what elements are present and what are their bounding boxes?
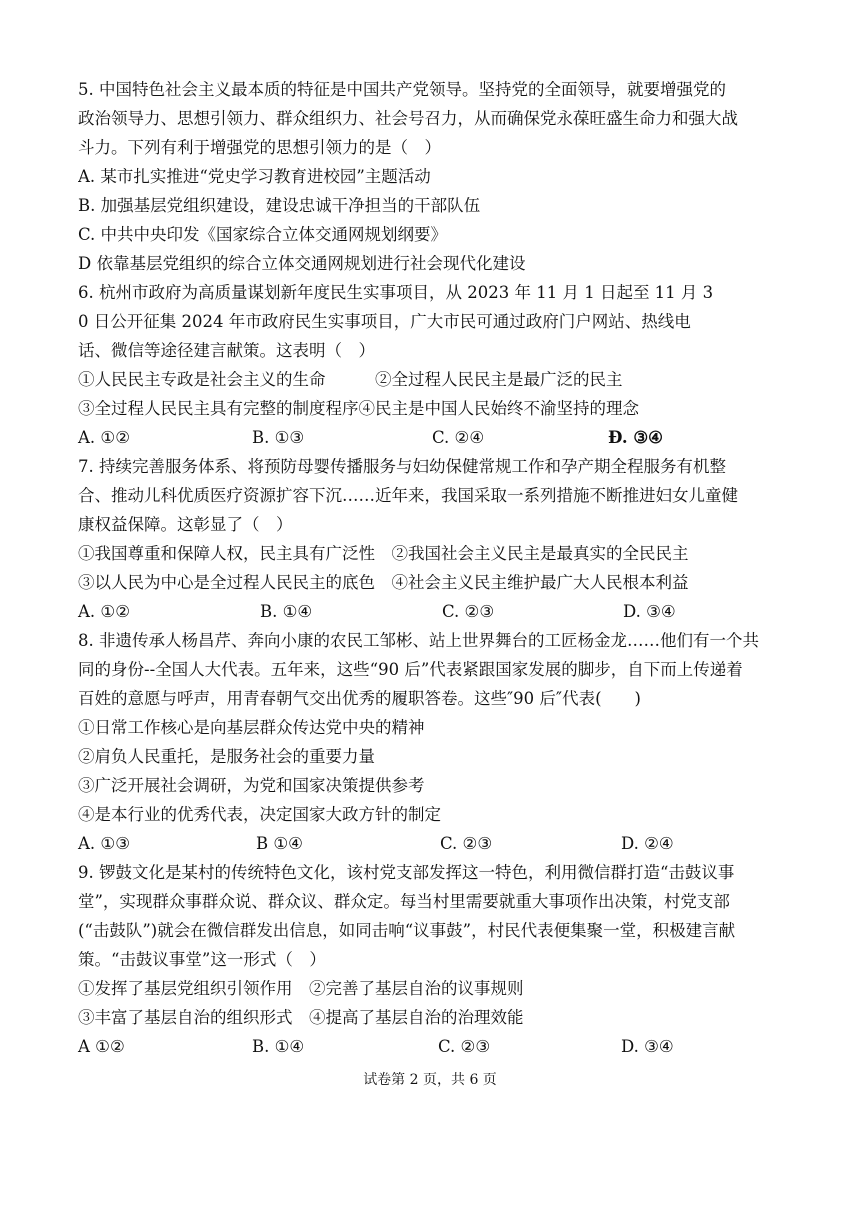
question-9-line-3: (“击鼓队”)就会在微信群发出信息，如同击响“议事鼓”，村民代表便集聚一堂，积极建言献 bbox=[78, 921, 736, 940]
question-8-option-d: D. ②④ bbox=[621, 834, 674, 853]
question-9-option-b: B. ①④ bbox=[252, 1037, 305, 1056]
question-8-option-b: B ①④ bbox=[256, 834, 303, 853]
question-8-statement-3: ③广泛开展社会调研，为党和国家决策提供参考 bbox=[78, 776, 425, 795]
question-6-statement-3-4: ③全过程人民民主具有完整的制度程序④民主是中国人民始终不渝坚持的理念 bbox=[78, 399, 639, 418]
question-9-option-d: D. ③④ bbox=[621, 1037, 674, 1056]
question-8-options bbox=[78, 832, 793, 856]
question-8-option-c: C. ②③ bbox=[440, 834, 493, 853]
question-5-option-a: A. 某市扎实推进“党史学习教育进校园”主题活动 bbox=[78, 167, 431, 186]
question-7-option-c: C. ②③ bbox=[442, 602, 495, 621]
question-7-line-3: 康权益保障。这彰显了（ ） bbox=[78, 515, 293, 534]
question-5-option-d: D 依靠基层党组织的综合立体交通网规划进行社会现代化建设 bbox=[78, 254, 526, 273]
question-7-option-d: D. ③④ bbox=[623, 602, 676, 621]
question-6-option-c: C. ②④ bbox=[432, 428, 485, 447]
question-6-line-1: 6. 杭州市政府为高质量谋划新年度民生实事项目，从 2023 年 11 月 1 日起至 11 月 3 bbox=[78, 283, 714, 302]
question-5-line-1: 5. 中国特色社会主义最本质的特征是中国共产党领导。坚持党的全面领导，就要增强党的 bbox=[78, 80, 726, 99]
question-6-statement-1-2: ①人民民主专政是社会主义的生命 ②全过程人民民主是最广泛的民主 bbox=[78, 370, 623, 389]
question-8-statement-2: ②肩负人民重托，是服务社会的重要力量 bbox=[78, 747, 375, 766]
question-5-line-3: 斗力。下列有利于增强党的思想引领力的是（ ） bbox=[78, 138, 441, 157]
question-9-statement-1-2: ①发挥了基层党组织引领作用 ②完善了基层自治的议事规则 bbox=[78, 979, 524, 998]
question-7-statement-1-2: ①我国尊重和保障人权，民主具有广泛性 ②我国社会主义民主是最真实的全民民主 bbox=[78, 544, 689, 563]
question-6-option-b: B. ①③ bbox=[252, 428, 305, 447]
question-9-options bbox=[78, 1035, 793, 1059]
question-5-option-c: C. 中共中央印发《国家综合立体交通网规划纲要》 bbox=[78, 225, 448, 244]
question-6-options bbox=[78, 426, 793, 450]
question-7-option-a: A. ①② bbox=[78, 602, 130, 621]
question-7-options bbox=[78, 600, 793, 624]
question-9-line-4: 策。“击鼓议事堂”这一形式（ ） bbox=[78, 950, 326, 969]
question-8-option-a: A. ①③ bbox=[78, 834, 130, 853]
question-9-line-2: 堂”，实现群众事群众说、群众议、群众定。每当村里需要就重大事项作出决策，村党支部 bbox=[78, 892, 730, 911]
question-5-option-b: B. 加强基层党组织建设，建设忠诚干净担当的干部队伍 bbox=[78, 196, 481, 215]
question-9-line-1: 9. 锣鼓文化是某村的传统特色文化，该村党支部发挥这一特色，利用微信群打造“击鼓议事 bbox=[78, 863, 735, 882]
question-9-option-c: C. ②③ bbox=[438, 1037, 491, 1056]
question-8-line-3: 百姓的意愿与呼声，用青春朝气交出优秀的履职答卷。这些″90 后″代表( ) bbox=[78, 689, 641, 708]
question-6-line-2: 0 日公开征集 2024 年市政府民生实事项目，广大市民可通过政府门户网站、热线电 bbox=[78, 312, 691, 331]
question-5-line-2: 政治领导力、思想引领力、群众组织力、社会号召力，从而确保党永葆旺盛生命力和强大战 bbox=[78, 109, 738, 128]
question-8-line-2: 同的身份--全国人大代表。五年来，这些“90 后”代表紧跟国家发展的脚步，自下而上传递着 bbox=[78, 660, 743, 679]
question-6-option-d: Đ. ③④ bbox=[608, 428, 663, 447]
question-6-option-a: A. ①② bbox=[78, 428, 130, 447]
question-7-line-2: 合、推动儿科优质医疗资源扩容下沉……近年来，我国采取一系列措施不断推进妇女儿童健 bbox=[78, 486, 738, 505]
question-9-option-a: A ①② bbox=[78, 1037, 125, 1056]
question-7-line-1: 7. 持续完善服务体系、将预防母婴传播服务与妇幼保健常规工作和孕产期全程服务有机整 bbox=[78, 457, 726, 476]
question-9-statement-3-4: ③丰富了基层自治的组织形式 ④提高了基层自治的治理效能 bbox=[78, 1008, 524, 1027]
question-7-option-b: B. ①④ bbox=[260, 602, 313, 621]
question-8-statement-4: ④是本行业的优秀代表，决定国家大政方针的制定 bbox=[78, 805, 441, 824]
question-8-line-1: 8. 非遗传承人杨昌芹、奔向小康的农民工邹彬、站上世界舞台的工匠杨金龙……他们有一个共 bbox=[78, 631, 759, 650]
question-6-line-3: 话、微信等途径建言献策。这表明（ ） bbox=[78, 341, 375, 360]
question-8-statement-1: ①日常工作核心是向基层群众传达党中央的精神 bbox=[78, 718, 425, 737]
page-footer: 试卷第 2 页，共 6 页 bbox=[363, 1072, 497, 1088]
question-7-statement-3-4: ③以人民为中心是全过程人民民主的底色 ④社会主义民主维护最广大人民根本利益 bbox=[78, 573, 689, 592]
